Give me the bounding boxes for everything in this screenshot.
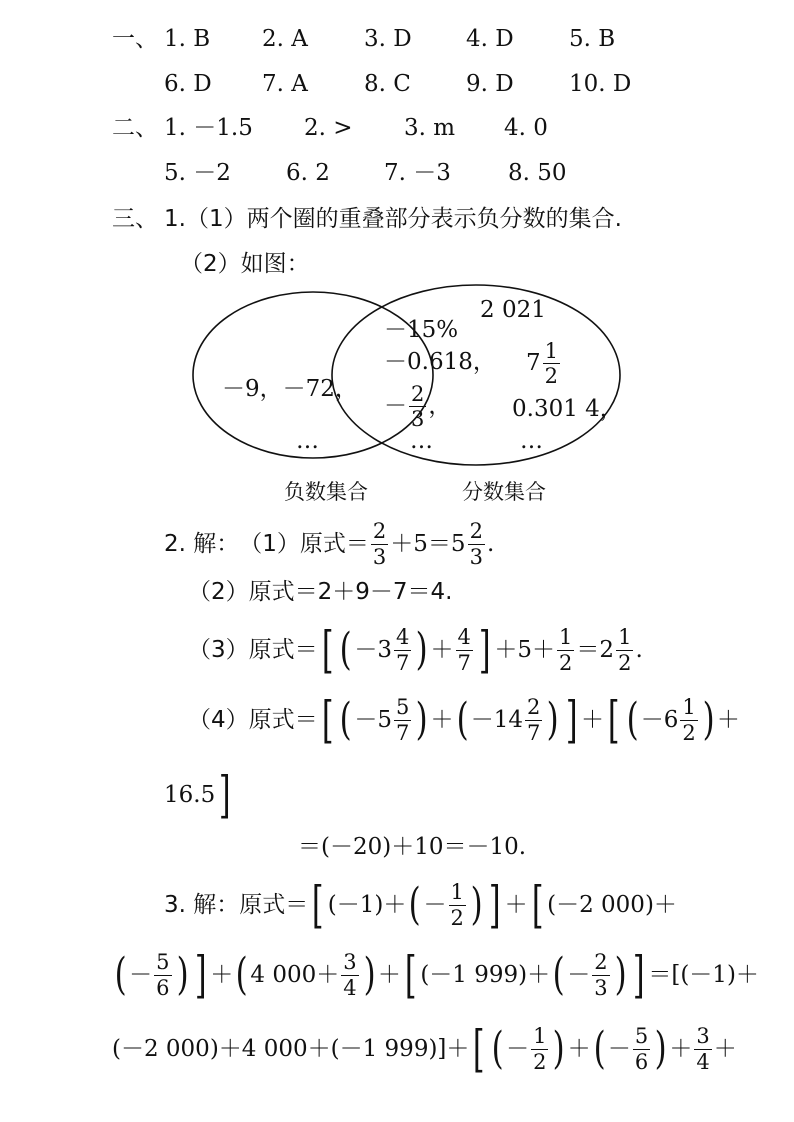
fraction-one-half — [616, 626, 633, 673]
q2-s4-neg2: －14 — [470, 706, 523, 733]
q3-line-1 — [164, 878, 677, 932]
frac-num: 5 — [395, 695, 410, 720]
venn-right-dots: … — [520, 428, 543, 454]
q3-label: 3. 解：原式＝ — [164, 891, 309, 918]
q1-part2: （2）如图： — [180, 251, 310, 277]
venn-right-decimal: 0.301 4， — [512, 396, 623, 422]
bracket-open: [ — [404, 946, 417, 1004]
frac-num: 1 — [533, 1024, 547, 1049]
answer-1: 1. B — [164, 26, 211, 52]
q2-s4-plus: ＋ — [581, 706, 605, 733]
fraction-one-half — [449, 881, 466, 928]
q2-s3-mid: ＋5＋ — [494, 636, 556, 663]
paren-close: ) — [654, 1023, 667, 1074]
venn-mid-dots: … — [410, 428, 433, 454]
frac-num: 4 — [395, 625, 410, 650]
frac-den: 6 — [156, 975, 170, 1000]
fill-answer-5: 5. －2 — [164, 160, 231, 186]
q2-s4-result: ＝(－20)＋10＝－10. — [298, 834, 527, 860]
q2-s4-plus: ＋ — [430, 706, 454, 733]
q2-s4-neg3: －6 — [640, 706, 679, 733]
q3-l1a: (－1) — [327, 891, 384, 918]
venn-diagram — [0, 0, 794, 520]
frac-num: 1 — [544, 339, 559, 363]
answer-9: 9. D — [466, 71, 514, 97]
paren-open: ( — [552, 949, 565, 1000]
q1-part1: 1.（1）两个圈的重叠部分表示负分数的集合. — [164, 206, 622, 232]
q3-plus: ＋ — [567, 1035, 591, 1062]
q2-line-2: （2）原式＝2＋9－7＝4. — [188, 579, 453, 605]
fill-answer-7: 7. －3 — [384, 160, 451, 186]
q3-neg: － — [506, 1035, 530, 1062]
q3-l3a: (－2 000)＋4 000＋(－1 999)]＋ — [112, 1035, 470, 1062]
q3-l2b: (－1 999)＋ — [420, 961, 551, 988]
frac-den: 7 — [526, 720, 541, 745]
fraction-five-sevenths — [394, 696, 411, 743]
paren-open: ( — [408, 879, 421, 930]
frac-den: 3 — [594, 975, 608, 1000]
bracket-open: [ — [321, 691, 334, 749]
q2-line-4-cont — [164, 768, 235, 822]
q3-neg: － — [607, 1035, 631, 1062]
q2-s3-plus: ＋ — [430, 636, 454, 663]
frac-num: 4 — [457, 625, 471, 650]
venn-right-mixed — [526, 340, 562, 387]
answer-4: 4. D — [466, 26, 514, 52]
venn-left-items: －9，－72， — [222, 376, 358, 402]
fraction-five-sixths — [154, 951, 171, 998]
answer-8: 8. C — [364, 71, 411, 97]
frac-den: 2 — [618, 650, 632, 675]
answer-6: 6. D — [164, 71, 212, 97]
venn-mid-fraction — [384, 383, 451, 430]
fill-answer-2: 2. > — [304, 115, 353, 141]
venn-left-dots: … — [296, 428, 319, 454]
q3-l1b: (－2 000)＋ — [547, 891, 677, 918]
paren-close: ) — [553, 1023, 566, 1074]
q2-line-1 — [164, 520, 494, 568]
frac-num: 5 — [156, 950, 170, 975]
q3-l2a: 4 000＋ — [250, 961, 340, 988]
q3-l2c: ＝[(－1)＋ — [648, 961, 759, 988]
frac-num: 1 — [450, 880, 464, 905]
fill-answer-6: 6. 2 — [286, 160, 330, 186]
venn-mid-comma: ， — [428, 393, 452, 420]
paren-open: ( — [114, 949, 127, 1000]
paren-open: ( — [235, 949, 248, 1000]
paren-close: ) — [614, 949, 627, 1000]
paren-close: ) — [363, 949, 376, 1000]
frac-den: 2 — [544, 364, 559, 389]
paren-open: ( — [593, 1023, 606, 1074]
answer-10: 10. D — [569, 71, 632, 97]
paren-close: ) — [415, 694, 428, 745]
bracket-open: [ — [321, 621, 334, 679]
q2-line-4 — [188, 693, 740, 747]
bracket-close: ] — [632, 946, 645, 1004]
q3-plus: ＋ — [504, 891, 528, 918]
paren-close: ) — [470, 879, 483, 930]
paren-close: ) — [702, 694, 715, 745]
q2-s3-eq: ＝2 — [576, 636, 615, 663]
venn-label-negative: 负数集合 — [284, 480, 368, 504]
q3-neg: － — [423, 891, 447, 918]
bracket-open: [ — [473, 1020, 486, 1078]
fraction-three-quarters — [694, 1025, 711, 1072]
fill-answer-3: 3. m — [404, 115, 456, 141]
fraction-four-sevenths — [394, 626, 411, 673]
fraction-two-thirds — [409, 383, 426, 430]
q3-line-3 — [112, 1022, 737, 1076]
q2-s1-pre: （1）原式＝ — [239, 530, 369, 557]
frac-den: 2 — [682, 720, 696, 745]
bracket-close: ] — [194, 946, 207, 1004]
frac-num: 1 — [618, 625, 632, 650]
paren-close: ) — [176, 949, 189, 1000]
fraction-two-thirds — [592, 951, 609, 998]
q2-s3-neg: －3 — [354, 636, 392, 663]
bracket-open: [ — [312, 876, 324, 934]
fraction-one-half — [680, 696, 697, 743]
q3-plus: ＋ — [383, 891, 407, 918]
bracket-close: ] — [219, 766, 231, 824]
frac-den: 7 — [457, 650, 471, 675]
fraction-four-sevenths — [456, 626, 473, 673]
venn-mid-neg: － — [384, 393, 407, 420]
bracket-close: ] — [488, 876, 501, 934]
fraction-three-quarters — [341, 951, 358, 998]
fraction-one-half — [543, 340, 560, 387]
frac-den: 4 — [343, 975, 357, 1000]
frac-num: 5 — [634, 1024, 649, 1049]
answer-7: 7. A — [262, 71, 308, 97]
paren-open: ( — [456, 694, 469, 745]
frac-den: 7 — [395, 650, 410, 675]
frac-den: 3 — [411, 407, 425, 432]
answer-2: 2. A — [262, 26, 308, 52]
paren-open: ( — [339, 694, 352, 745]
frac-num: 1 — [682, 695, 696, 720]
bracket-open: [ — [531, 876, 544, 934]
q2-s4-pre: （4）原式＝ — [188, 706, 318, 733]
q2-s4-cont: 16.5 — [164, 781, 216, 808]
frac-num: 3 — [343, 950, 357, 975]
q2-line-3 — [188, 621, 643, 679]
answer-3: 3. D — [364, 26, 412, 52]
q3-plus: ＋ — [713, 1035, 737, 1062]
fraction-two-thirds — [468, 520, 485, 567]
q2-s1-op: ＋5＝5 — [390, 530, 466, 557]
q2-label: 2. 解： — [164, 530, 240, 557]
venn-mid-percent: －15% — [384, 317, 459, 343]
fill-answer-1: 1. －1.5 — [164, 115, 253, 141]
venn-label-fraction: 分数集合 — [462, 480, 546, 504]
q3-neg: － — [567, 961, 591, 988]
q3-line-2 — [112, 948, 759, 1002]
fill-answer-4: 4. 0 — [504, 115, 548, 141]
q2-s4-neg1: －5 — [354, 706, 392, 733]
fraction-five-sixths — [633, 1025, 650, 1072]
bracket-close: ] — [478, 621, 491, 679]
frac-den: 2 — [559, 650, 573, 675]
frac-den: 6 — [634, 1049, 649, 1074]
bracket-close: ] — [565, 691, 578, 749]
frac-num: 1 — [559, 625, 573, 650]
paren-close: ) — [546, 694, 559, 745]
frac-den: 2 — [533, 1049, 547, 1074]
venn-right-top: 2 021 — [480, 297, 546, 323]
fraction-one-half — [557, 626, 574, 673]
part1-label: 一、 — [112, 26, 158, 52]
q2-s3-pre: （3）原式＝ — [188, 636, 318, 663]
frac-den: 4 — [696, 1049, 710, 1074]
fill-answer-8: 8. 50 — [508, 160, 567, 186]
part2-label: 二、 — [112, 115, 158, 141]
frac-num: 2 — [594, 950, 608, 975]
frac-num: 2 — [469, 519, 483, 544]
frac-den: 2 — [450, 905, 464, 930]
frac-num: 2 — [372, 519, 387, 544]
venn-right-whole: 7 — [526, 350, 541, 377]
paren-open: ( — [339, 624, 352, 675]
venn-mid-decimal: －0.618， — [384, 349, 496, 375]
fraction-set-ellipse — [332, 285, 620, 465]
frac-num: 2 — [411, 382, 425, 406]
q3-neg: － — [129, 961, 153, 988]
frac-den: 7 — [395, 720, 410, 745]
q3-plus: ＋ — [669, 1035, 693, 1062]
frac-den: 3 — [469, 544, 483, 569]
paren-open: ( — [626, 694, 639, 745]
paren-close: ) — [415, 624, 428, 675]
fraction-two-thirds — [371, 520, 388, 567]
paren-open: ( — [491, 1023, 504, 1074]
bracket-open: [ — [607, 691, 620, 749]
q2-s1-end: . — [486, 530, 495, 557]
q3-plus: ＋ — [210, 961, 234, 988]
part3-label: 三、 — [112, 206, 158, 232]
frac-num: 3 — [696, 1024, 710, 1049]
fraction-one-half — [531, 1025, 548, 1072]
answer-5: 5. B — [569, 26, 616, 52]
frac-num: 2 — [526, 695, 541, 720]
q3-plus: ＋ — [377, 961, 401, 988]
q2-s3-end: . — [635, 636, 643, 663]
frac-den: 3 — [372, 544, 387, 569]
fraction-two-sevenths — [525, 696, 542, 743]
q2-s4-tail: ＋ — [716, 706, 740, 733]
